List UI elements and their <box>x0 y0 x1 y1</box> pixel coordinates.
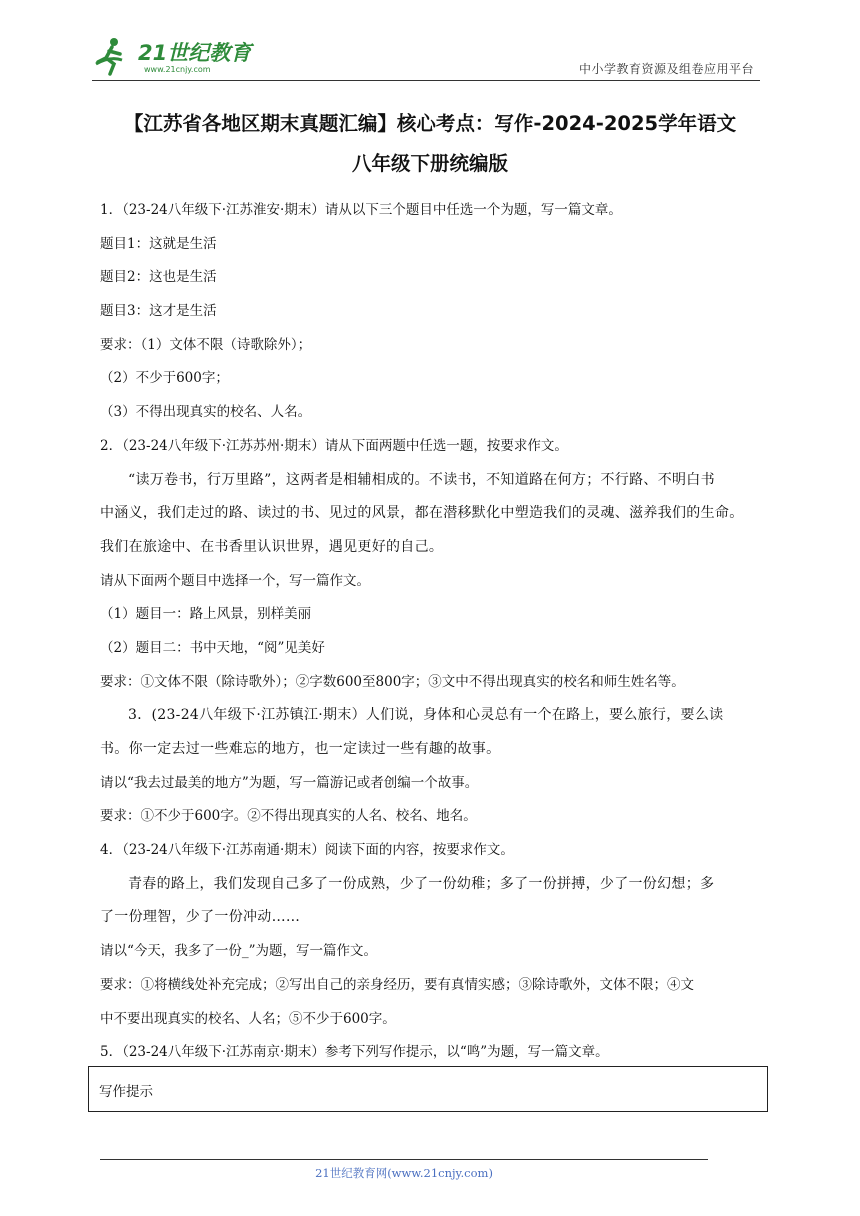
writing-tip-label: 写作提示 <box>99 1084 153 1100</box>
logo-text: 21世纪教育 <box>138 41 252 65</box>
footer-divider <box>100 1159 708 1160</box>
q1-requirement-2: （2）不少于600字； <box>100 370 229 387</box>
q5-stem: 5．（23-24八年级下·江苏南京·期末）参考下列写作提示，以“鸣”为题，写一篇文章。 <box>100 1044 609 1061</box>
q2-requirements: 要求：①文体不限（除诗歌外）；②字数600至800字；③文中不得出现真实的校名和师生姓名等。 <box>100 673 685 690</box>
q4-stem: 4．（23-24八年级下·江苏南通·期末）阅读下面的内容，按要求作文。 <box>100 842 514 859</box>
q3-stem-line-2: 书。你一定去过一些难忘的地方，也一定读过一些有趣的故事。 <box>100 741 501 757</box>
q4-instruction: 请以“今天，我多了一份_”为题，写一篇作文。 <box>100 943 378 960</box>
q1-requirement-1: 要求：（1）文体不限（诗歌除外）； <box>100 336 312 353</box>
title-line-2: 八年级下册统编版 <box>351 152 508 175</box>
title-line-1: 【江苏省各地区期末真题汇编】核心考点：写作-2024-2025学年语文 <box>123 112 737 135</box>
q4-material-line-2: 了一份理智，少了一份冲动…… <box>100 909 301 926</box>
q2-material-line-1: “读万卷书，行万里路”，这两者是相辅相成的。不读书，不知道路在何方；不行路、不明白书 <box>128 471 715 488</box>
q3-stem-line-1: 3．(23-24八年级下·江苏镇江·期末）人们说，身体和心灵总有一个在路上，要么旅行，要么读 <box>128 707 724 724</box>
q4-requirements-line-2: 中不要出现真实的校名、人名；⑤不少于600字。 <box>100 1010 396 1027</box>
q1-stem: 1．（23-24八年级下·江苏淮安·期末）请从以下三个题目中任选一个为题，写一篇文章。 <box>100 202 622 218</box>
q2-material-line-2: 中涵义，我们走过的路、读过的书、见过的风景，都在潜移默化中塑造我们的灵魂、滋养我们的生命。 <box>100 505 744 522</box>
q2-topic-2: （2）题目二：书中天地，“阅”见美好 <box>100 639 325 656</box>
q1-requirement-3: （3）不得出现真实的校名、人名。 <box>100 404 312 421</box>
document-body <box>100 194 770 1070</box>
page-header <box>92 30 760 81</box>
q1-topic-3: 题目3：这才是生活 <box>100 303 217 320</box>
site-logo <box>92 34 262 78</box>
platform-name: 中小学教育资源及组卷应用平台 <box>578 62 754 76</box>
q4-material-line-1: 青春的路上，我们发现自己多了一份成熟，少了一份幼稚；多了一份拼搏，少了一份幻想；多 <box>128 875 715 892</box>
q3-requirements: 要求：①不少于600字。②不得出现真实的人名、校名、地名。 <box>100 808 477 825</box>
logo-url: www.21cnjy.com <box>144 65 211 74</box>
q1-topic-2: 题目2：这也是生活 <box>100 269 217 286</box>
q3-instruction: 请以“我去过最美的地方”为题，写一篇游记或者创编一个故事。 <box>100 774 479 791</box>
q1-topic-1: 题目1：这就是生活 <box>100 235 217 252</box>
q2-instruction: 请从下面两个题目中选择一个，写一篇作文。 <box>100 572 370 589</box>
footer-link[interactable]: 21世纪教育网(www.21cnjy.com) <box>315 1166 493 1180</box>
document-title <box>80 104 780 184</box>
q2-topic-1: （1）题目一：路上风景，别样美丽 <box>100 606 312 623</box>
writing-tip-box <box>88 1066 768 1112</box>
q2-stem: 2．（23-24八年级下·江苏苏州·期末）请从下面两题中任选一题，按要求作文。 <box>100 437 568 454</box>
q2-material-line-3: 我们在旅途中、在书香里认识世界，遇见更好的自己。 <box>100 538 444 555</box>
q4-requirements-line-1: 要求：①将横线处补充完成；②写出自己的亲身经历，要有真情实感；③除诗歌外，文体不限；④文 <box>100 976 694 993</box>
